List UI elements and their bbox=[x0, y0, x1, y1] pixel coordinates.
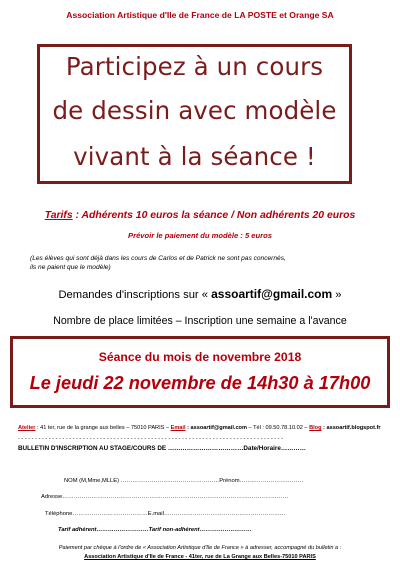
headline-line-2: de dessin avec modèle bbox=[52, 96, 337, 125]
session-month: Séance du mois de novembre 2018 bbox=[98, 350, 302, 364]
atelier-blog-label: Blog bbox=[309, 425, 322, 431]
limited-places-note: Nombre de place limitées – Inscription une semaine a l'avance bbox=[53, 315, 347, 327]
session-frame bbox=[10, 336, 390, 408]
organization-title: Association Artistique d'Ile de France de LA POSTE et Orange SA bbox=[66, 10, 334, 20]
headline-line-1: Participez à un cours bbox=[65, 52, 324, 81]
atelier-tel-label: – Tél bbox=[246, 425, 261, 431]
registration-prefix: Demandes d'inscriptions sur « bbox=[58, 289, 212, 301]
payment-address: Association Artistique d'Ile de France - 41ter, rue de La Grange aux Belles-75010 PARIS bbox=[84, 554, 316, 560]
cut-separator: - - - - - - - - - - - - - - - - - - - - - - - - - - - - - - - - - - - - - - - - - - - - - - - - - - - - - - - - - - - - - - - - - - - - - - - - - - - - - - bbox=[18, 436, 283, 442]
headline-line-3: vivant à la séance ! bbox=[73, 142, 316, 171]
atelier-email-label: Email bbox=[170, 425, 186, 431]
registration-email-link[interactable]: assoartif@gmail.com bbox=[211, 287, 333, 301]
atelier-email-link[interactable]: : assoartif@gmail.com bbox=[185, 425, 247, 431]
form-nom-field[interactable]: NOM (M,Mme,MLLE) ……………………………………………Prénom…………………………… bbox=[64, 478, 304, 484]
registration-request bbox=[0, 287, 400, 301]
form-tarif-field[interactable]: Tarif adhérent………………………Tarif non-adhérent……………………… bbox=[58, 527, 252, 533]
students-note-line-2: ils ne paient que le modèle) bbox=[30, 264, 111, 271]
form-telephone-field[interactable]: Téléphone…………………………………E.mail……………………………………………………… bbox=[45, 511, 286, 517]
atelier-address: : 41 ter, rue de la grange aux belles – 75010 PARIS – bbox=[35, 425, 171, 431]
payment-instructions: Paiement par chèque à l'ordre de « Association Artistique d'Ile de France » à adresser, accompagné du bulletin a : bbox=[58, 545, 342, 551]
atelier-tel: : 09.50.78.10.02 – bbox=[260, 425, 310, 431]
students-note-line-1: (Les élèves qui sont déjà dans les cours de Carlos et de Patrick ne sont pas concernés, bbox=[30, 255, 286, 262]
atelier-label: Atelier bbox=[18, 425, 36, 431]
bulletin-title: BULLETIN D'INSCRIPTION AU STAGE/COURS DE ………………………………Date/Horaire………… bbox=[18, 445, 307, 452]
tarifs-line bbox=[0, 210, 400, 221]
registration-suffix: » bbox=[332, 289, 342, 301]
session-date: Le jeudi 22 novembre de 14h30 à 17h00 bbox=[29, 373, 371, 393]
tarifs-label: Tarifs bbox=[44, 210, 73, 221]
atelier-contact-line bbox=[18, 425, 390, 431]
tarifs-text: : Adhérents 10 euros la séance / Non adhérents 20 euros bbox=[72, 210, 356, 221]
atelier-blog-link[interactable]: : assoartif.blogspot.fr bbox=[321, 425, 381, 431]
model-payment-note: Prévoir le paiement du modèle : 5 euros bbox=[128, 231, 272, 240]
form-adresse-field[interactable]: Adresse……………………………………………………………………………………………………… bbox=[41, 494, 289, 500]
